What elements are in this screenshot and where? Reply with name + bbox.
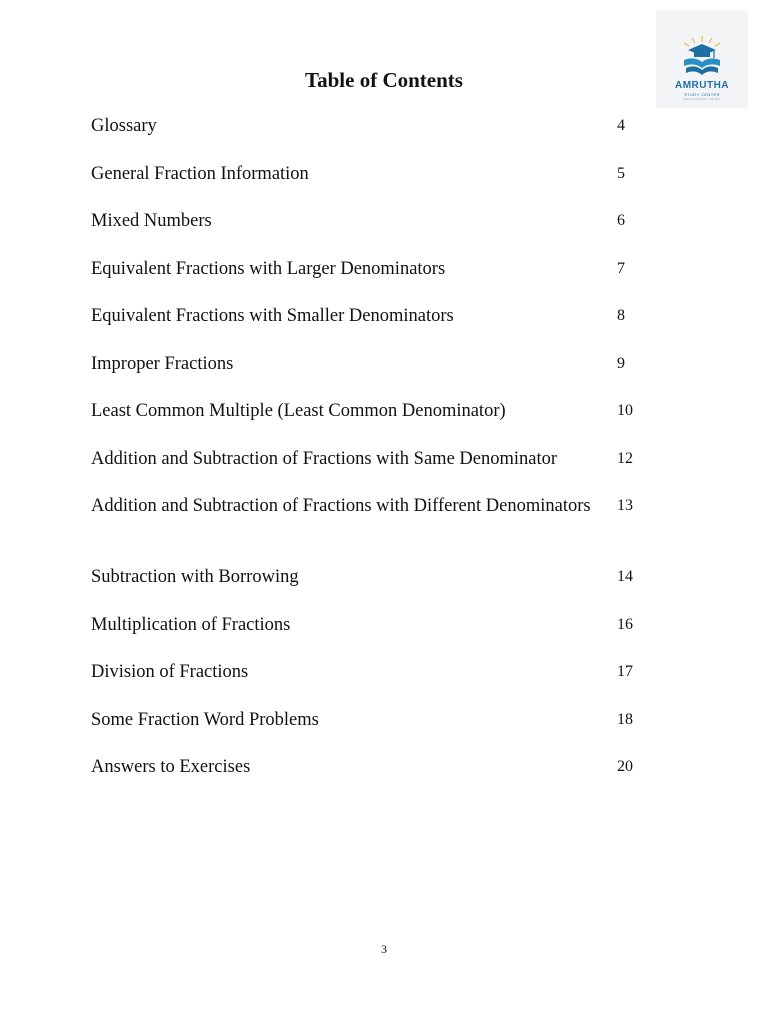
amrutha-logo — [656, 10, 748, 108]
toc-entry[interactable] — [91, 352, 651, 400]
toc-entry-label: Some Fraction Word Problems — [91, 709, 319, 730]
toc-entry[interactable] — [91, 162, 651, 210]
page-title: Table of Contents — [305, 68, 463, 92]
toc-entry-page: 9 — [617, 354, 625, 372]
toc-entry-page: 4 — [617, 117, 625, 134]
toc-entry[interactable] — [91, 565, 651, 613]
toc-entry-label: Multiplication of Fractions — [91, 614, 291, 635]
toc-entry-page: 20 — [617, 758, 633, 775]
toc-entry-page: 5 — [617, 164, 625, 182]
toc-entry[interactable] — [91, 114, 651, 162]
toc-entry-label: Answers to Exercises — [91, 757, 251, 777]
toc-entry-page: 16 — [617, 615, 633, 633]
toc-entry[interactable] — [91, 660, 651, 708]
toc-entry-label: Subtraction with Borrowing — [91, 567, 299, 587]
toc-entry[interactable] — [91, 708, 651, 756]
toc-entry[interactable] — [91, 399, 651, 447]
toc-entry[interactable] — [91, 494, 651, 565]
toc-entry[interactable] — [91, 257, 651, 305]
toc-entry[interactable] — [91, 755, 651, 803]
toc-entry-label: Addition and Subtraction of Fractions with Same Denominator — [91, 448, 558, 469]
toc-entry[interactable] — [91, 447, 651, 495]
toc-entry-label: Improper Fractions — [91, 353, 234, 374]
toc-entry-page: 14 — [617, 568, 633, 585]
toc-list — [91, 114, 651, 803]
toc-entry-label: Division of Fractions — [91, 662, 249, 682]
toc-entry-page: 8 — [617, 307, 625, 324]
toc-entry-page: 17 — [617, 663, 633, 680]
toc-entry-label: Equivalent Fractions with Larger Denominators — [91, 258, 446, 279]
toc-entry-label: Glossary — [91, 116, 157, 136]
logo-name: AMRUTHA — [674, 80, 730, 91]
toc-entry-page: 10 — [617, 402, 633, 419]
toc-entry-label: Mixed Numbers — [91, 211, 212, 231]
toc-entry-page: 12 — [617, 449, 633, 467]
toc-entry-label: General Fraction Information — [91, 163, 309, 184]
toc-entry[interactable] — [91, 209, 651, 257]
logo-subtitle: STUDY CENTER — [684, 92, 720, 97]
toc-entry[interactable] — [91, 304, 651, 352]
toc-entry[interactable] — [91, 613, 651, 661]
toc-entry-page: 6 — [617, 212, 625, 229]
logo-tagline: EDUCATIONAL TRUST — [683, 97, 721, 101]
toc-entry-label: Equivalent Fractions with Smaller Denominators — [91, 306, 454, 326]
toc-entry-label: Least Common Multiple (Least Common Denominator) — [91, 401, 506, 421]
toc-entry-label: Addition and Subtraction of Fractions with Different Denominators — [91, 496, 591, 516]
toc-entry-page: 18 — [617, 710, 633, 728]
toc-entry-page: 13 — [617, 497, 633, 514]
page-number: 3 — [381, 942, 387, 956]
toc-entry-page: 7 — [617, 259, 625, 277]
